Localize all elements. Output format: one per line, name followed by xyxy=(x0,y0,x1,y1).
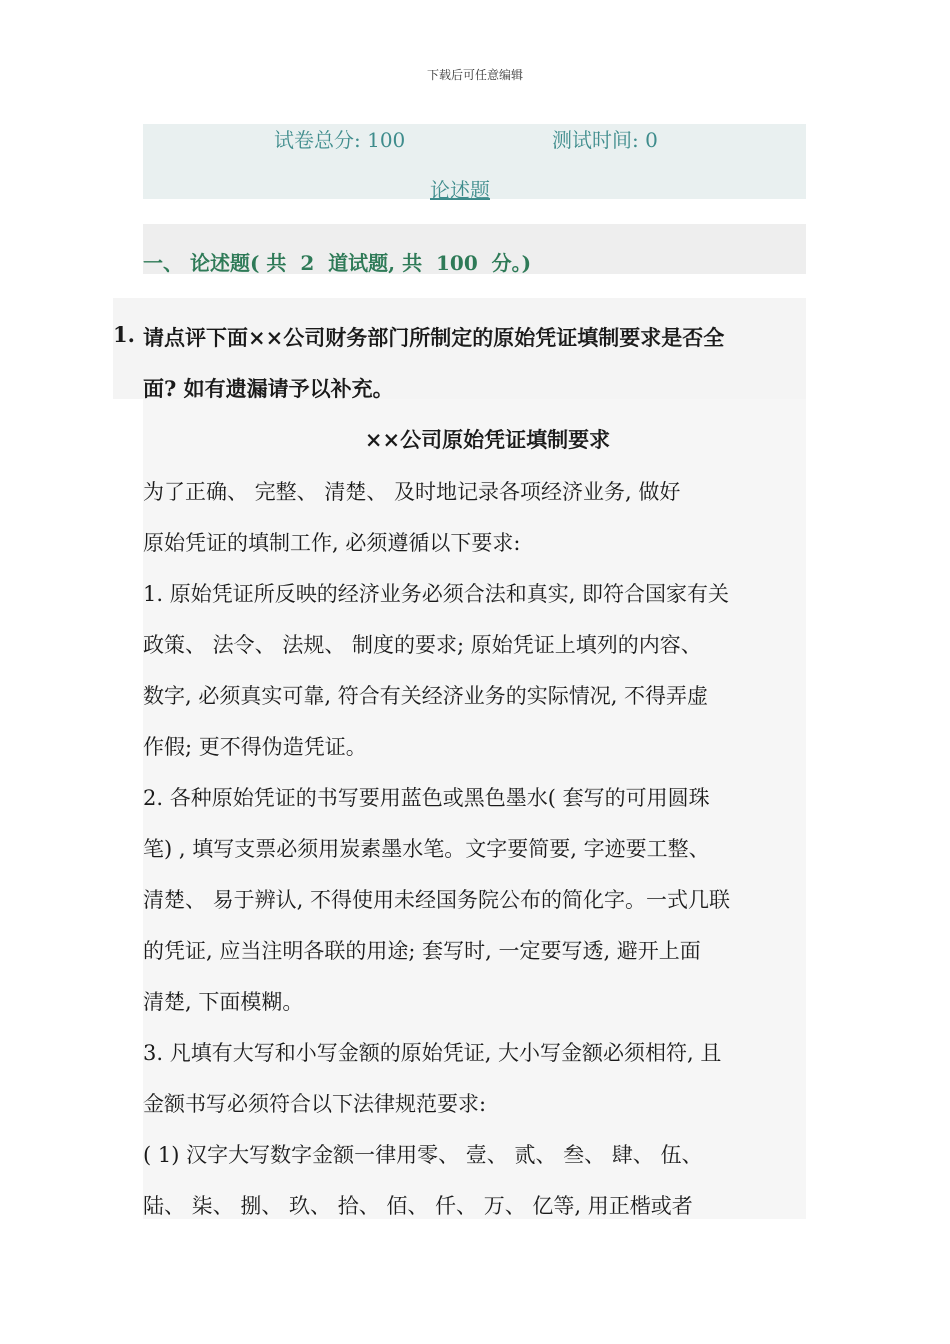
test-time: 测试时间: 0 xyxy=(552,128,658,152)
document-line: 政策、 法令、 法规、 制度的要求; 原始凭证上填列的内容、 xyxy=(143,633,702,657)
document-line: 清楚、 易于辨认, 不得使用未经国务院公布的简化字。一式几联 xyxy=(143,888,731,912)
document-line: 1. 原始凭证所反映的经济业务必须合法和真实, 即符合国家有关 xyxy=(143,582,730,606)
document-line: 的凭证, 应当注明各联的用途; 套写时, 一定要写透, 避开上面 xyxy=(143,939,701,963)
document-line: 原始凭证的填制工作, 必须遵循以下要求: xyxy=(143,531,521,555)
total-score: 试卷总分: 100 xyxy=(274,128,406,152)
document-line: 为了正确、 完整、 清楚、 及时地记录各项经济业务, 做好 xyxy=(143,480,681,504)
question-line: 请点评下面××公司财务部门所制定的原始凭证填制要求是否全 xyxy=(143,325,725,350)
question-number: 1. xyxy=(113,322,135,347)
document-line: 清楚, 下面模糊。 xyxy=(143,990,304,1014)
document-line: 作假; 更不得伪造凭证。 xyxy=(143,735,367,759)
document-line: 陆、 柒、 捌、 玖、 拾、 佰、 仟、 万、 亿等, 用正楷或者 xyxy=(143,1194,693,1218)
document-line: ( 1) 汉字大写数字金额一律用零、 壹、 贰、 叁、 肆、 伍、 xyxy=(143,1143,703,1167)
section-title: 一、 论述题( 共 2 道试题, 共 100 分。) xyxy=(143,251,532,275)
document-line: 笔) , 填写支票必须用炭素墨水笔。文字要简要, 字迹要工整、 xyxy=(143,837,710,861)
document-line: 金额书写必须符合以下法律规范要求: xyxy=(143,1092,487,1116)
document-line: 数字, 必须真实可靠, 符合有关经济业务的实际情况, 不得弄虚 xyxy=(143,684,709,708)
document-title: ××公司原始凭证填制要求 xyxy=(364,427,611,452)
header-note: 下载后可任意编辑 xyxy=(426,68,523,82)
question-line: 面? 如有遗漏请予以补充。 xyxy=(143,376,394,401)
question-type-link[interactable]: 论述题 xyxy=(430,178,490,202)
document-line: 2. 各种原始凭证的书写要用蓝色或黑色墨水( 套写的可用圆珠 xyxy=(143,786,710,810)
document-line: 3. 凡填有大写和小写金额的原始凭证, 大小写金额必须相符, 且 xyxy=(143,1041,722,1065)
